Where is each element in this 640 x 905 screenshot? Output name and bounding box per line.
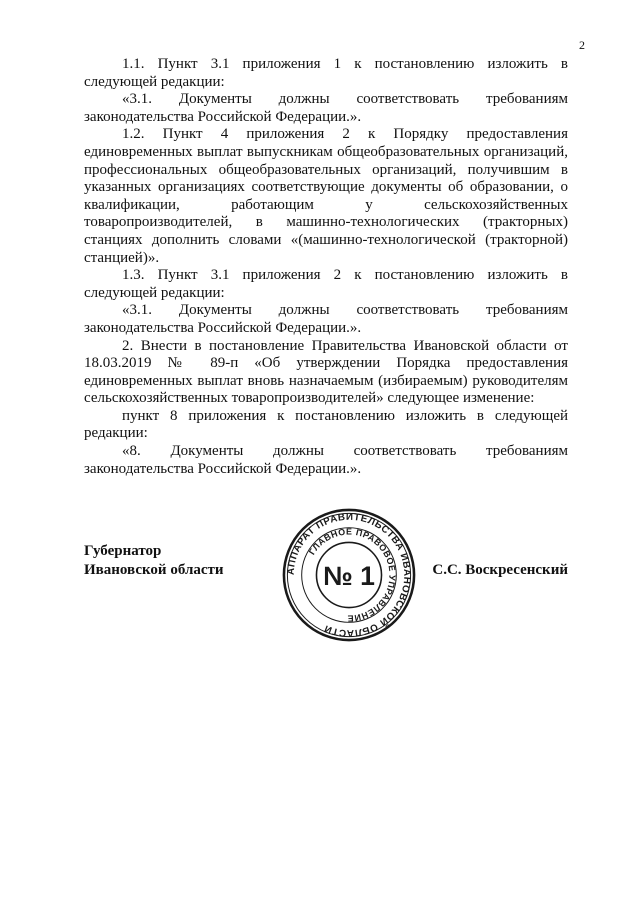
paragraph-quote-3-1: «3.1. Документы должны соответствовать требованиям законодательства Российской Федерации.». xyxy=(84,91,568,125)
seal-outer-text: АППАРАТ ПРАВИТЕЛЬСТВА ИВАНОВСКОЙ ОБЛАСТИ xyxy=(285,511,413,639)
official-seal xyxy=(280,506,418,644)
paragraph-1-3: 1.3. Пункт 3.1 приложения 2 к постановлению изложить в следующей редакции: xyxy=(84,267,568,301)
signatory-name: С.С. Воскресенский xyxy=(432,562,568,578)
page-number: 2 xyxy=(579,38,585,52)
document-body xyxy=(84,56,568,478)
paragraph-1-2: 1.2. Пункт 4 приложения 2 к Порядку предоставления единовременных выплат выпускникам общеобразовательных организаций, профессиональных общеобразовательных организаций, получившим в указанных организациях соответствующие документы об образовании, о квалификации, работающим у сельскохозяйственных товаропроизводителей, в машинно-технологических (тракторных) станциях дополнить словами «(машинно-технологической (тракторной) станцией)». xyxy=(84,126,568,266)
signatory-title-line-1: Губернатор xyxy=(84,543,162,559)
signature-block xyxy=(84,511,568,642)
seal-number: № 1 xyxy=(323,560,375,591)
paragraph-quote-8: «8. Документы должны соответствовать требованиям законодательства Российской Федерации.». xyxy=(84,443,568,477)
seal-inner-text: ГЛАВНОЕ ПРАВОВОЕ УПРАВЛЕНИЕ xyxy=(306,526,398,624)
paragraph-quote-3-1-second: «3.1. Документы должны соответствовать требованиям законодательства Российской Федерации.». xyxy=(84,302,568,336)
paragraph-2: 2. Внести в постановление Правительства Ивановской области от 18.03.2019 № 89-п «Об утверждении Порядка предоставления единовременных выплат вновь назначаемым (избираемым) руководителям сельскохозяйственных товаропроизводителей» следующее изменение: xyxy=(84,337,568,407)
paragraph-1-1: 1.1. Пункт 3.1 приложения 1 к постановлению изложить в следующей редакции: xyxy=(84,56,568,90)
paragraph-point-8: пункт 8 приложения к постановлению изложить в следующей редакции: xyxy=(84,407,568,442)
signatory-title-line-2: Ивановской области xyxy=(84,562,224,578)
signatory-title xyxy=(84,542,224,580)
